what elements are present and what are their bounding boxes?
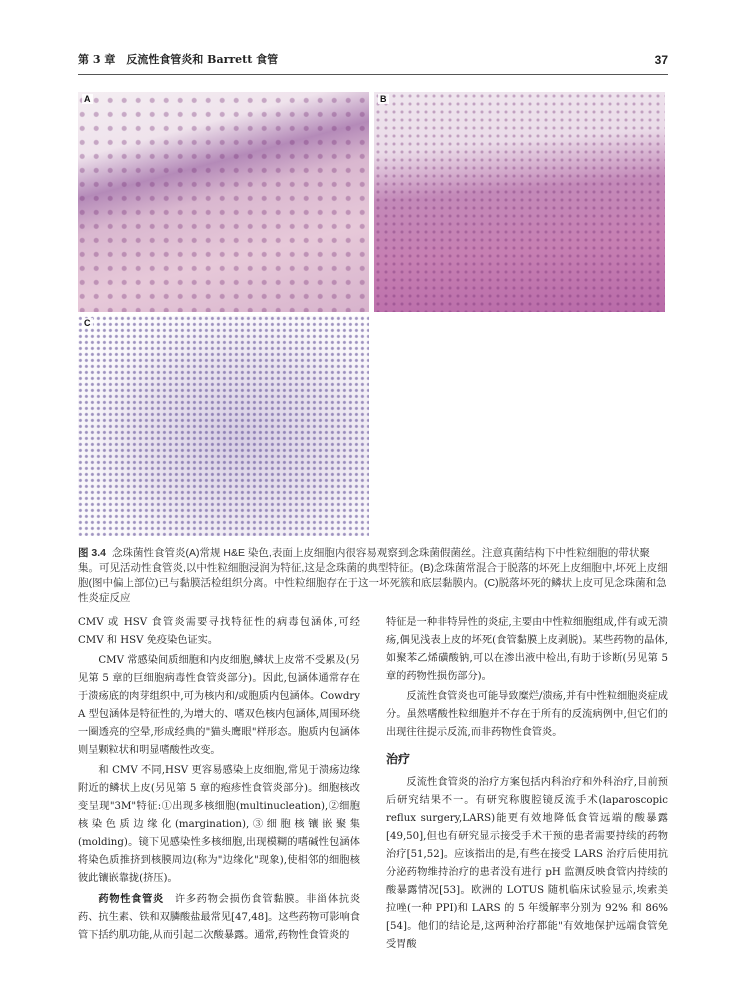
paragraph-text: 许多药物会损伤食管黏膜。非甾体抗炎药、抗生素、铁和双膦酸盐最常见[47,48]。这些药物可影响食管下括约肌功能,从而引起二次酸暴露。通常,药物性食管炎的	[78, 894, 361, 941]
left-text-column	[78, 614, 360, 947]
panel-label-a: A	[84, 94, 91, 104]
paragraph: 和 CMV 不同,HSV 更容易感染上皮细胞,常见于溃疡边缘附近的鳞状上皮(另见第 5 章的疱疹性食管炎部分)。细胞核改变呈现"3M"特征:①出现多核细胞(multinucleation),②细胞核染色质边缘化(margination),③细胞核镶嵌聚集(molding)。镜下见感染性多核细胞,出现模糊的嗜碱性包涵体将染色质推挤到核膜周边(称为"边缘化"现象),使相邻的细胞核彼此镶嵌靠拢(挤压)。	[78, 765, 360, 884]
right-text-column	[386, 614, 668, 956]
figure-caption-text: 念珠菌性食管炎(A)常规 H&E 染色,表面上皮细胞内很容易观察到念珠菌假菌丝。注意真菌结构下中性粒细胞的带状聚集。可见活动性食管炎,以中性粒细胞浸润为特征,这是念珠菌的典型特征。(B)念珠菌常混合于脱落的坏死上皮细胞中,坏死上皮细胞(图中偏上部位)已与黏膜活检组织分离。中性粒细胞存在于这一坏死簇和底层黏膜内。(C)脱落坏死的鳞状上皮可见念珠菌和急性炎症反应	[78, 547, 668, 604]
figure-panel-c-histology	[78, 316, 369, 536]
page-number: 37	[654, 53, 668, 67]
chapter-title: 第 3 章 反流性食管炎和 Barrett 食管	[78, 53, 279, 66]
figure-panel-a-histology	[78, 92, 369, 312]
panel-label-c: C	[84, 318, 91, 328]
paragraph: 特征是一种非特异性的炎症,主要由中性粒细胞组成,伴有或无溃疡,偶见浅表上皮的坏死(食管黏膜上皮剥脱)。某些药物的晶体,如聚苯乙烯磺酸钠,可以在渗出液中检出,有助于诊断(另见第 5 章的药物性损伤部分)。	[386, 617, 668, 682]
paragraph: CMV 常感染间质细胞和内皮细胞,鳞状上皮常不受累及(另见第 5 章的巨细胞病毒性食管炎部分)。因此,包涵体通常存在于溃疡底的肉芽组织中,可为核内和/或胞质内包涵体。Cowdry A 型包涵体是特征性的,为增大的、嗜双色核内包涵体,周围环绕一圈透亮的空晕,形成经典的"猫头鹰眼"样形态。胞质内包涵体则呈颗粒状和明显嗜酸性改变。	[78, 655, 360, 756]
figure-panel-b-histology	[374, 92, 665, 312]
inline-heading: 药物性食管炎	[98, 893, 164, 905]
running-header	[78, 52, 668, 75]
paragraph: 反流性食管炎也可能导致糜烂/溃疡,并有中性粒细胞炎症成分。虽然嗜酸性粒细胞并不存在于所有的反流病例中,但它们的出现往往提示反流,而非药物性食管炎。	[386, 691, 668, 738]
paragraph: 反流性食管炎的治疗方案包括内科治疗和外科治疗,目前预后研究结果不一。有研究称腹腔镜反流手术(laparoscopic reflux surgery,LARS)能更有效地降低食管远端的酸暴露[49,50],但也有研究显示接受手术干预的患者需要持续的药物治疗[51,52]。应该指出的是,有些在接受 LARS 治疗后使用抗分泌药物维持治疗的患者没有进行 pH 监测反映食管内持续的酸暴露情况[53]。欧洲的 LOTUS 随机临床试验显示,埃索美拉唑(一种 PPI)和 LARS 的 5 年缓解率分别为 92% 和 86%[54]。他们的结论是,这两种治疗都能"有效地保护远端食管免受胃酸	[386, 777, 668, 950]
section-heading: 治疗	[386, 752, 411, 766]
figure-caption-label: 图 3.4	[78, 547, 107, 559]
panel-label-b: B	[380, 94, 387, 104]
figure-caption	[78, 546, 668, 606]
paragraph: CMV 或 HSV 食管炎需要寻找特征性的病毒包涵体,可经 CMV 和 HSV 免疫染色证实。	[78, 617, 360, 646]
paragraph	[78, 890, 360, 945]
